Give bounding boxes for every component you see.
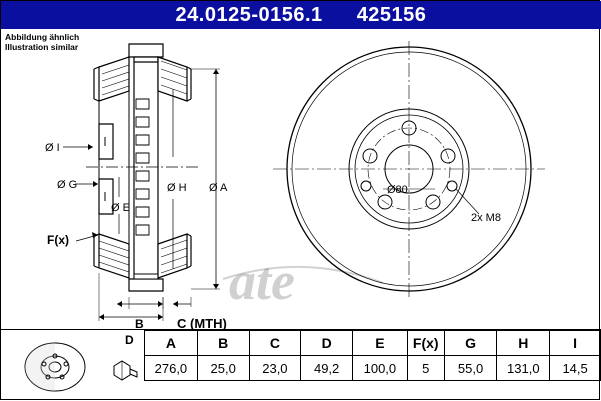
- value-c: 23,0: [249, 356, 301, 381]
- label-d: D: [125, 333, 134, 347]
- disc-icon: [15, 338, 101, 396]
- value-h: 131,0: [497, 356, 550, 381]
- label-diameter-i: Ø I: [45, 142, 60, 154]
- label-diameter-e: Ø E: [111, 202, 130, 214]
- dimension-table: [144, 330, 601, 381]
- label-b: B: [135, 317, 144, 331]
- technical-drawing: [1, 29, 601, 347]
- label-diameter-g: Ø G: [57, 179, 78, 191]
- header-e: E: [353, 331, 408, 356]
- brand-watermark: [223, 251, 383, 311]
- label-bolt-circle: Ø80: [387, 184, 408, 196]
- bolt-icon: [111, 358, 139, 388]
- part-number: 24.0125-0156.1: [175, 3, 323, 26]
- header-bar: [1, 1, 601, 29]
- table-header-row: [145, 331, 601, 356]
- value-a: 276,0: [145, 356, 198, 381]
- header-i: I: [550, 331, 601, 356]
- header-b: B: [197, 331, 249, 356]
- header-h: H: [497, 331, 550, 356]
- header-a: A: [145, 331, 198, 356]
- label-fx: F(x): [47, 233, 69, 247]
- note-line-en: Illustration similar: [5, 42, 79, 52]
- header-c: C: [249, 331, 301, 356]
- header-fx: F(x): [407, 331, 444, 356]
- note-line-de: Abbildung ähnlich: [5, 32, 80, 42]
- value-fx: 5: [407, 356, 444, 381]
- header-g: G: [444, 331, 497, 356]
- value-d: 49,2: [301, 356, 353, 381]
- header-d: D: [301, 331, 353, 356]
- value-e: 100,0: [353, 356, 408, 381]
- label-diameter-a: Ø A: [209, 182, 228, 194]
- reference-number: 425156: [356, 3, 427, 26]
- value-g: 55,0: [444, 356, 497, 381]
- label-c-mth: C (MTH): [177, 316, 227, 331]
- svg-text:ate: ate: [229, 251, 295, 311]
- value-b: 25,0: [197, 356, 249, 381]
- table-row: [145, 356, 601, 381]
- label-thread: 2x M8: [471, 212, 501, 224]
- label-diameter-h: Ø H: [167, 182, 187, 194]
- value-i: 14,5: [550, 356, 601, 381]
- dimension-table-area: [1, 329, 601, 401]
